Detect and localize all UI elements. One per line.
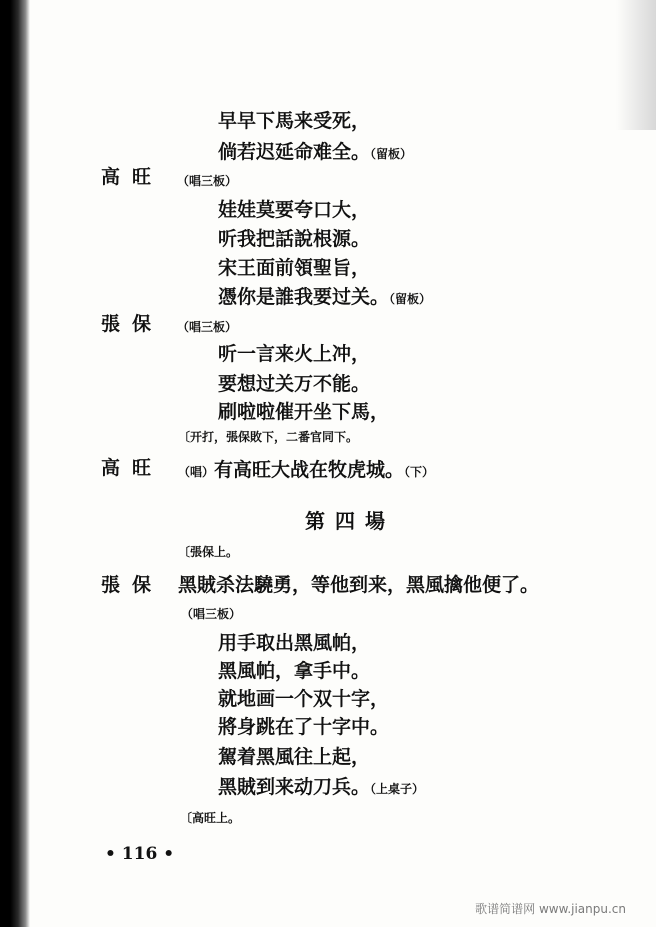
speaker-name: 高旺 [101, 457, 164, 479]
verse-line: 听一言来火上冲， [218, 343, 371, 365]
verse-line: 駕着黑風往上起， [218, 746, 371, 768]
verse-text: 憑你是誰我要过关。 [218, 286, 390, 308]
speaker-name: 張保 [101, 313, 164, 335]
page-number: • 116 • [105, 844, 175, 864]
performance-note: （留板） [370, 147, 413, 161]
stage-direction: 〔高旺上。 [180, 811, 241, 825]
stage-direction: 〔張保上。 [178, 545, 239, 559]
dialogue-line: 黑賊杀法驍勇，等他到来，黑風擒他便了。 [178, 574, 540, 596]
verse-line: 刷啦啦催开坐下馬， [218, 401, 390, 423]
dialogue-line [178, 461, 434, 480]
verse-line: 黑風帕，拿手中。 [218, 660, 371, 682]
scene-title: 第四場 [305, 509, 395, 533]
singing-style-tag: （唱三板） [177, 320, 238, 334]
speaker-name: 高旺 [101, 166, 164, 188]
singing-style-tag: （唱三板） [181, 607, 242, 621]
singing-style-tag: （唱） [178, 465, 215, 479]
verse-line: 听我把話說根源。 [218, 228, 371, 250]
verse-line: 用手取出黑風帕， [218, 632, 371, 654]
verse-line: 要想过关万不能。 [218, 373, 371, 395]
page-corner-shadow [616, 0, 656, 130]
verse-line: 就地画一个双十字， [218, 688, 390, 710]
speaker-name: 張保 [101, 574, 164, 596]
performance-note: （下） [404, 465, 435, 479]
verse-text: 黑賊到来动刀兵。 [218, 776, 371, 798]
singing-style-tag: （唱三板） [177, 174, 238, 188]
stage-direction: 〔开打，張保敗下，二番官同下。 [178, 430, 359, 444]
verse-line: 宋王面前領聖旨， [218, 257, 371, 279]
verse-line [218, 288, 431, 307]
site-watermark: 歌谱简谱网 www.jianpu.cn [475, 902, 626, 916]
verse-line: 早早下馬来受死， [218, 110, 371, 132]
verse-line: 娃娃莫要夸口大， [218, 199, 371, 221]
verse-text: 有高旺大战在牧虎城。 [214, 459, 405, 481]
book-spine-shadow [0, 0, 30, 927]
performance-note: （留板） [389, 292, 432, 306]
performance-note: （上桌子） [370, 782, 425, 796]
verse-text: 倘若迟延命难全。 [218, 141, 371, 163]
verse-line: 將身跳在了十字中。 [218, 716, 390, 738]
verse-line [218, 778, 424, 797]
verse-line [218, 143, 412, 162]
